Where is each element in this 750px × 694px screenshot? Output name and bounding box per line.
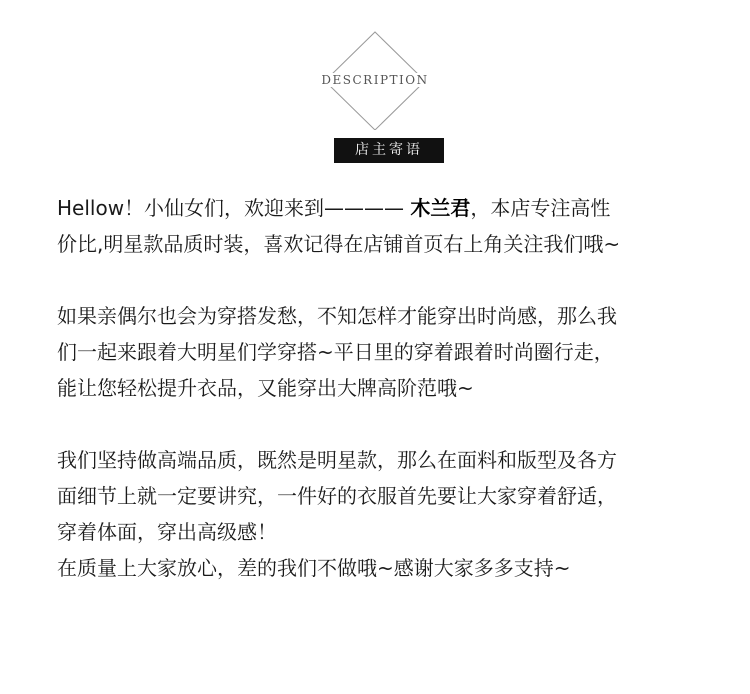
text-line — [57, 190, 737, 226]
text-line: 们一起来跟着大明星们学穿搭~平日里的穿着跟着时尚圈行走， — [57, 340, 614, 364]
text-segment: Hellow！小仙女们，欢迎来到———— — [57, 196, 411, 220]
description-label — [0, 73, 750, 87]
text-line: 我们坚持做高端品质，既然是明星款，那么在面料和版型及各方 — [57, 448, 617, 472]
text-line: 穿着体面，穿出高级感！ — [57, 520, 277, 544]
description-body — [57, 190, 737, 586]
paragraph-welcome — [57, 190, 737, 262]
paragraph-quality — [57, 442, 737, 586]
text-line: 如果亲偶尔也会为穿搭发愁，不知怎样才能穿出时尚感，那么我 — [57, 304, 617, 328]
brand-name: 木兰君 — [410, 196, 471, 220]
text-line: 价比,明星款品质时装，喜欢记得在店铺首页右上角关注我们哦~ — [57, 232, 621, 256]
text-line: 面细节上就一定要讲究，一件好的衣服首先要让大家穿着舒适， — [57, 484, 617, 508]
description-label-text: DESCRIPTION — [317, 73, 432, 87]
text-line: 能让您轻松提升衣品，又能穿出大牌高阶范哦~ — [57, 376, 474, 400]
text-segment: ，本店专注高性 — [470, 196, 611, 220]
paragraph-styling — [57, 298, 737, 406]
description-header — [0, 0, 750, 170]
text-line: 在质量上大家放心，差的我们不做哦~感谢大家多多支持~ — [57, 556, 571, 580]
section-title-badge: 店主寄语 — [334, 138, 444, 163]
